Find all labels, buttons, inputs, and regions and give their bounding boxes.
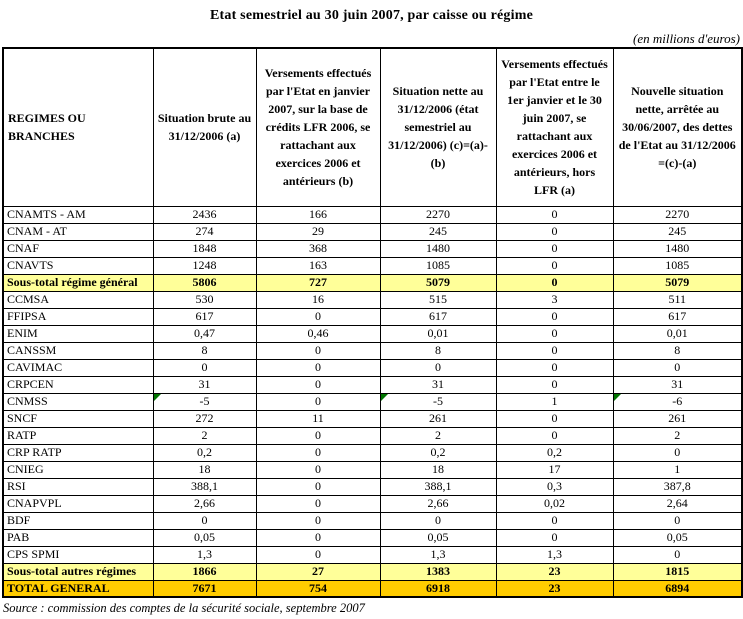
value-cell: 0,01: [380, 325, 496, 342]
value-cell: 1,3: [153, 546, 256, 563]
regime-name-cell: CNMSS: [3, 393, 153, 410]
total-row: [3, 580, 742, 597]
table-row: [3, 223, 742, 240]
value-cell: 0: [256, 393, 380, 410]
value-cell: 2436: [153, 206, 256, 223]
regime-name-cell: Sous-total autres régimes: [3, 563, 153, 580]
value-cell: -5: [380, 393, 496, 410]
table-row: [3, 461, 742, 478]
value-cell: 0: [613, 512, 742, 529]
regime-name-cell: CPS SPMI: [3, 546, 153, 563]
regime-name-cell: FFIPSA: [3, 308, 153, 325]
value-cell: 617: [613, 308, 742, 325]
table-row: [3, 410, 742, 427]
table-row: [3, 529, 742, 546]
value-cell: 0,05: [613, 529, 742, 546]
table-row: [3, 376, 742, 393]
value-cell: 0,05: [380, 529, 496, 546]
value-cell: 388,1: [380, 478, 496, 495]
regime-name-cell: CRPCEN: [3, 376, 153, 393]
regime-name-cell: RATP: [3, 427, 153, 444]
regime-name-cell: PAB: [3, 529, 153, 546]
value-cell: 0: [496, 274, 613, 291]
value-cell: 0: [256, 529, 380, 546]
table-row: [3, 240, 742, 257]
value-cell: 2: [153, 427, 256, 444]
table-row: [3, 495, 742, 512]
value-cell: 1866: [153, 563, 256, 580]
regime-name-cell: CNAM - AT: [3, 223, 153, 240]
value-cell: 754: [256, 580, 380, 597]
value-cell: 0: [256, 342, 380, 359]
value-cell: 2,66: [380, 495, 496, 512]
value-cell: 0: [256, 478, 380, 495]
value-cell: 1: [496, 393, 613, 410]
value-cell: 163: [256, 257, 380, 274]
table-row: [3, 257, 742, 274]
value-cell: 0: [256, 461, 380, 478]
comment-flag-icon: [614, 394, 621, 401]
value-cell: 617: [380, 308, 496, 325]
value-cell: 1,3: [380, 546, 496, 563]
value-cell: 368: [256, 240, 380, 257]
value-cell: 0: [496, 410, 613, 427]
value-cell: 0: [496, 257, 613, 274]
value-cell: 2270: [380, 206, 496, 223]
value-cell: 0: [496, 325, 613, 342]
value-cell: 0: [496, 206, 613, 223]
value-cell: 1848: [153, 240, 256, 257]
regime-name-cell: RSI: [3, 478, 153, 495]
table-body: [3, 206, 742, 597]
value-cell: 261: [380, 410, 496, 427]
value-cell: 1: [613, 461, 742, 478]
table-row: [3, 444, 742, 461]
value-cell: 5079: [613, 274, 742, 291]
table-row: [3, 478, 742, 495]
value-cell: 3: [496, 291, 613, 308]
value-cell: 0: [256, 376, 380, 393]
value-cell: 23: [496, 580, 613, 597]
value-cell: 1815: [613, 563, 742, 580]
table-row: [3, 206, 742, 223]
value-cell: 0: [256, 444, 380, 461]
table-row: [3, 427, 742, 444]
value-cell: 6918: [380, 580, 496, 597]
regime-name-cell: CNAVTS: [3, 257, 153, 274]
value-cell: 6894: [613, 580, 742, 597]
value-cell: 0: [256, 427, 380, 444]
value-cell: 1480: [380, 240, 496, 257]
value-cell: 617: [153, 308, 256, 325]
value-cell: 0: [613, 546, 742, 563]
value-cell: 31: [613, 376, 742, 393]
value-cell: 274: [153, 223, 256, 240]
value-cell: 0: [496, 529, 613, 546]
comment-flag-icon: [154, 394, 161, 401]
value-cell: 0,01: [613, 325, 742, 342]
value-cell: 7671: [153, 580, 256, 597]
unit-note: (en millions d'euros): [632, 31, 740, 46]
column-header-3: Situation nette au 31/12/2006 (état semestriel au 31/12/2006) (c)=(a)-(b): [380, 48, 496, 206]
table-row: [3, 393, 742, 410]
value-cell: 2: [613, 427, 742, 444]
regime-name-cell: BDF: [3, 512, 153, 529]
regime-name-cell: CNIEG: [3, 461, 153, 478]
value-cell: 166: [256, 206, 380, 223]
value-cell: 0: [256, 546, 380, 563]
regime-name-cell: SNCF: [3, 410, 153, 427]
header-row: [3, 48, 742, 206]
value-cell: 0: [496, 308, 613, 325]
column-header-2: Versements effectués par l'Etat en janvier 2007, sur la base de crédits LFR 2006, se rattachant aux exercices 2006 et antérieurs (b): [256, 48, 380, 206]
value-cell: 1383: [380, 563, 496, 580]
value-cell: 29: [256, 223, 380, 240]
table-row: [3, 359, 742, 376]
value-cell: 0: [256, 359, 380, 376]
page-title: Etat semestriel au 30 juin 2007, par caisse ou régime: [210, 8, 533, 23]
value-cell: 0: [380, 512, 496, 529]
value-cell: 0: [496, 376, 613, 393]
column-header-0: REGIMES OU BRANCHES: [3, 48, 153, 206]
value-cell: 0: [496, 359, 613, 376]
column-header-4: Versements effectués par l'Etat entre le 1er janvier et le 30 juin 2007, se rattachant aux exercices 2006 et antérieurs, hors LFR (a): [496, 48, 613, 206]
regime-name-cell: CANSSM: [3, 342, 153, 359]
value-cell: 530: [153, 291, 256, 308]
value-cell: 1085: [380, 257, 496, 274]
table-row: [3, 308, 742, 325]
table-row: [3, 291, 742, 308]
value-cell: 0: [496, 240, 613, 257]
value-cell: 0,05: [153, 529, 256, 546]
regime-name-cell: CRP RATP: [3, 444, 153, 461]
value-cell: 0,46: [256, 325, 380, 342]
regime-name-cell: CNAPVPL: [3, 495, 153, 512]
value-cell: 388,1: [153, 478, 256, 495]
comment-flag-icon: [381, 394, 388, 401]
regime-name-cell: CAVIMAC: [3, 359, 153, 376]
subtotal-row: [3, 274, 742, 291]
value-cell: 0: [496, 427, 613, 444]
value-cell: 31: [153, 376, 256, 393]
table-row: [3, 546, 742, 563]
value-cell: 0: [496, 223, 613, 240]
value-cell: 1085: [613, 257, 742, 274]
column-header-1: Situation brute au 31/12/2006 (a): [153, 48, 256, 206]
table-row: [3, 325, 742, 342]
value-cell: 0: [496, 342, 613, 359]
regime-name-cell: CCMSA: [3, 291, 153, 308]
value-cell: 23: [496, 563, 613, 580]
regime-name-cell: TOTAL GENERAL: [3, 580, 153, 597]
value-cell: 27: [256, 563, 380, 580]
value-cell: 0: [256, 512, 380, 529]
value-cell: 0: [256, 308, 380, 325]
value-cell: 0,2: [380, 444, 496, 461]
value-cell: 261: [613, 410, 742, 427]
value-cell: 727: [256, 274, 380, 291]
value-cell: 0,2: [496, 444, 613, 461]
value-cell: 0: [496, 512, 613, 529]
regime-name-cell: CNAF: [3, 240, 153, 257]
value-cell: 18: [380, 461, 496, 478]
regime-name-cell: Sous-total régime général: [3, 274, 153, 291]
regime-name-cell: CNAMTS - AM: [3, 206, 153, 223]
value-cell: 2,64: [613, 495, 742, 512]
value-cell: 11: [256, 410, 380, 427]
value-cell: -5: [153, 393, 256, 410]
source-note: Source : commission des comptes de la sécurité sociale, septembre 2007: [3, 601, 365, 615]
value-cell: 0: [380, 359, 496, 376]
value-cell: 0,3: [496, 478, 613, 495]
value-cell: 0,02: [496, 495, 613, 512]
value-cell: 2270: [613, 206, 742, 223]
value-cell: 16: [256, 291, 380, 308]
value-cell: 0: [613, 444, 742, 461]
value-cell: 1248: [153, 257, 256, 274]
table-row: [3, 512, 742, 529]
value-cell: 0: [153, 512, 256, 529]
regime-name-cell: ENIM: [3, 325, 153, 342]
value-cell: 387,8: [613, 478, 742, 495]
state-debt-table: [2, 47, 743, 598]
value-cell: 18: [153, 461, 256, 478]
value-cell: 17: [496, 461, 613, 478]
value-cell: 2: [380, 427, 496, 444]
value-cell: 515: [380, 291, 496, 308]
column-header-5: Nouvelle situation nette, arrêtée au 30/06/2007, des dettes de l'Etat au 31/12/2006 =(c)-(a): [613, 48, 742, 206]
value-cell: 5806: [153, 274, 256, 291]
value-cell: 0,47: [153, 325, 256, 342]
table-row: [3, 342, 742, 359]
value-cell: -6: [613, 393, 742, 410]
value-cell: 245: [380, 223, 496, 240]
value-cell: 5079: [380, 274, 496, 291]
value-cell: 245: [613, 223, 742, 240]
value-cell: 8: [380, 342, 496, 359]
value-cell: 31: [380, 376, 496, 393]
value-cell: 0: [613, 359, 742, 376]
value-cell: 1480: [613, 240, 742, 257]
subtotal-row: [3, 563, 742, 580]
value-cell: 8: [613, 342, 742, 359]
value-cell: 1,3: [496, 546, 613, 563]
value-cell: 0: [153, 359, 256, 376]
value-cell: 511: [613, 291, 742, 308]
value-cell: 0,2: [153, 444, 256, 461]
value-cell: 272: [153, 410, 256, 427]
value-cell: 8: [153, 342, 256, 359]
value-cell: 2,66: [153, 495, 256, 512]
value-cell: 0: [256, 495, 380, 512]
